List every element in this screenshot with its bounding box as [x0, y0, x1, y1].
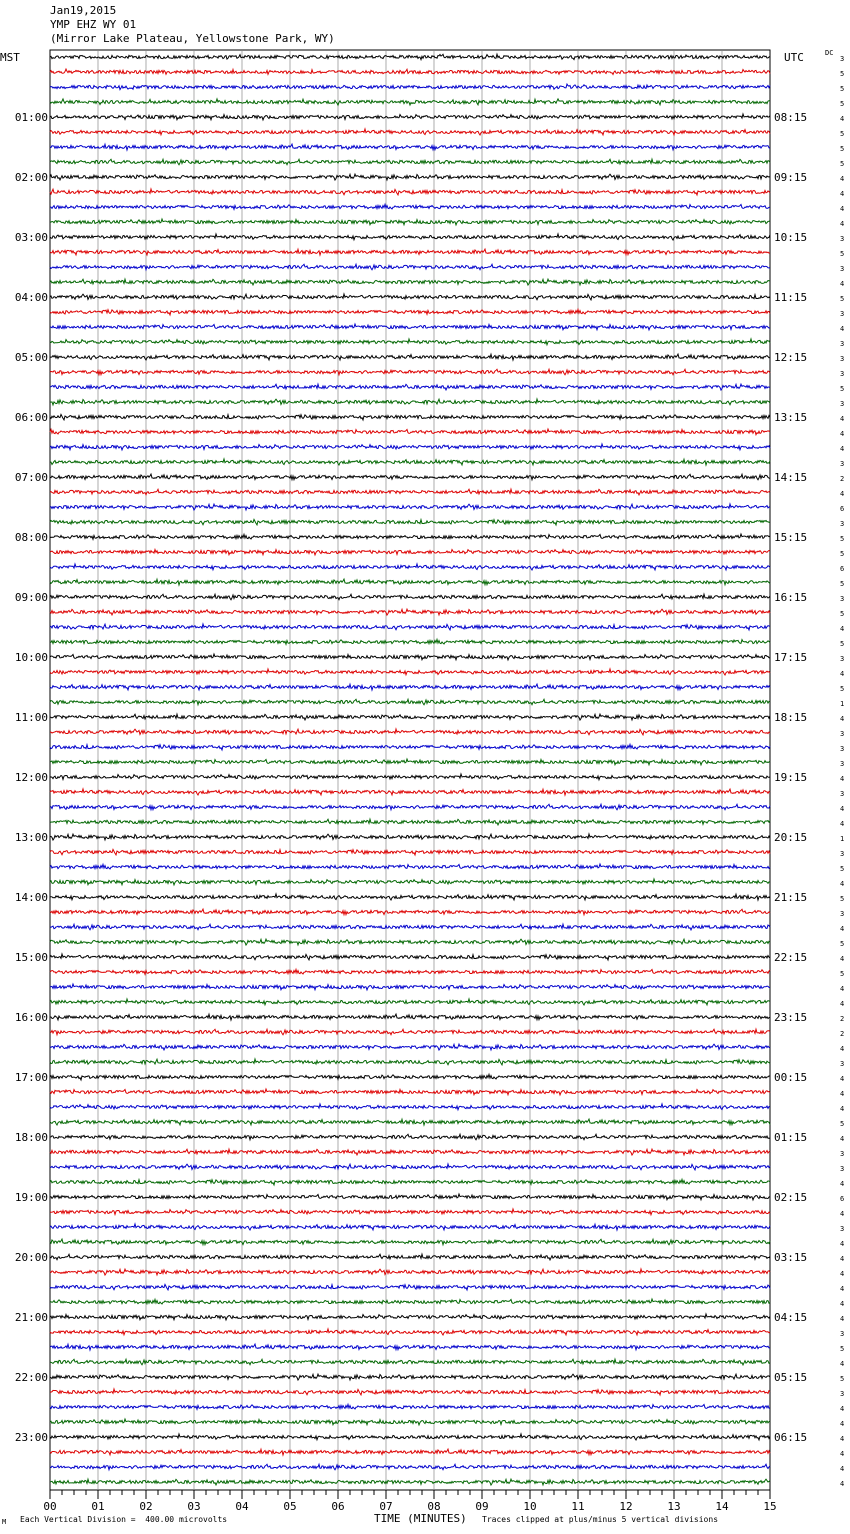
seismic-trace — [50, 714, 770, 720]
left-zone-label: MST — [0, 51, 20, 64]
right-hour-label: 14:15 — [774, 471, 808, 484]
right-hour-label: 02:15 — [774, 1191, 808, 1204]
seismic-trace — [50, 1404, 770, 1409]
seismic-trace — [50, 114, 770, 120]
dc-offset-value: 4 — [840, 1285, 845, 1293]
right-hour-label: 17:15 — [774, 651, 808, 664]
clip-note: Traces clipped at plus/minus 5 vertical divisions — [482, 1515, 719, 1524]
dc-offset-value: 5 — [840, 940, 845, 948]
seismic-trace — [50, 894, 770, 900]
x-axis-title: TIME (MINUTES) — [374, 1512, 467, 1525]
seismic-trace — [50, 369, 770, 375]
dc-offset-value: 4 — [840, 1090, 845, 1098]
seismic-trace — [50, 1194, 770, 1200]
dc-offset-value: 4 — [840, 955, 845, 963]
dc-offset-value: 4 — [840, 490, 845, 498]
seismic-trace — [50, 129, 770, 135]
seismic-trace — [50, 999, 770, 1005]
seismic-trace — [50, 1329, 770, 1335]
seismic-trace — [50, 1074, 770, 1080]
right-hour-label: 15:15 — [774, 531, 808, 544]
left-hour-label: 15:00 — [14, 951, 48, 964]
dc-offset-value: 3 — [840, 55, 845, 63]
seismic-trace — [50, 624, 770, 630]
left-hour-label: 21:00 — [14, 1311, 48, 1324]
seismic-trace — [50, 564, 770, 570]
seismic-trace — [50, 774, 770, 780]
right-hour-label: 13:15 — [774, 411, 808, 424]
dc-offset-value: 4 — [840, 430, 845, 438]
seismic-trace — [50, 429, 770, 435]
seismic-trace — [50, 54, 770, 59]
dc-offset-value: 3 — [840, 760, 845, 768]
left-hour-label: 18:00 — [14, 1131, 48, 1144]
dc-offset-value: 5 — [840, 85, 845, 93]
left-hour-label: 16:00 — [14, 1011, 48, 1024]
seismic-trace — [50, 1344, 770, 1350]
left-hour-label: 03:00 — [14, 231, 48, 244]
seismic-trace — [50, 519, 770, 525]
seismic-trace — [50, 834, 770, 840]
dc-offset-value: 5 — [840, 145, 845, 153]
seismic-trace — [50, 99, 770, 105]
seismic-trace — [50, 489, 770, 495]
dc-offset-value: 4 — [840, 985, 845, 993]
left-hour-label: 10:00 — [14, 651, 48, 664]
x-tick-label: 04 — [235, 1500, 249, 1513]
dc-offset-value: 6 — [840, 505, 845, 513]
right-hour-label: 16:15 — [774, 591, 808, 604]
dc-offset-value: 2 — [840, 475, 845, 483]
dc-offset-value: 4 — [840, 1075, 845, 1083]
x-tick-label: 02 — [139, 1500, 153, 1513]
right-hour-label: 05:15 — [774, 1371, 808, 1384]
dc-offset-value: 5 — [840, 1120, 845, 1128]
left-hour-label: 20:00 — [14, 1251, 48, 1264]
seismic-trace — [50, 879, 770, 885]
seismic-trace — [50, 819, 770, 825]
left-hour-label: 11:00 — [14, 711, 48, 724]
dc-offset-value: 5 — [840, 70, 845, 78]
dc-offset-value: 5 — [840, 895, 845, 903]
seismic-trace — [50, 1464, 770, 1470]
seismic-trace — [50, 579, 770, 585]
dc-offset-value: 4 — [840, 1465, 845, 1473]
right-hour-label: 04:15 — [774, 1311, 808, 1324]
right-hour-label: 18:15 — [774, 711, 808, 724]
dc-offset-value: 4 — [840, 925, 845, 933]
dc-offset-value: 2 — [840, 1030, 845, 1038]
seismic-trace — [50, 669, 770, 675]
left-hour-label: 14:00 — [14, 891, 48, 904]
left-hour-label: 19:00 — [14, 1191, 48, 1204]
dc-offset-value: 3 — [840, 655, 845, 663]
dc-offset-value: 5 — [840, 535, 845, 543]
x-tick-label: 10 — [523, 1500, 537, 1513]
dc-offset-value: 4 — [840, 1300, 845, 1308]
dc-offset-value: 3 — [840, 265, 845, 273]
x-tick-label: 01 — [91, 1500, 105, 1513]
chart-location: (Mirror Lake Plateau, Yellowstone Park, WY) — [50, 32, 335, 45]
dc-offset-value: 4 — [840, 175, 845, 183]
seismic-trace — [50, 1434, 770, 1440]
seismic-trace — [50, 1269, 770, 1275]
seismic-trace — [50, 1149, 770, 1155]
seismic-trace — [50, 1254, 770, 1260]
left-hour-label: 01:00 — [14, 111, 48, 124]
dc-offset-value: 5 — [840, 580, 845, 588]
dc-offset-value: 3 — [840, 1390, 845, 1398]
left-hour-label: 23:00 — [14, 1431, 48, 1444]
dc-offset-value: 3 — [840, 1150, 845, 1158]
dc-offset-value: 3 — [840, 745, 845, 753]
dc-offset-value: 2 — [840, 1015, 845, 1023]
dc-offset-value: 3 — [840, 1060, 845, 1068]
left-hour-label: 09:00 — [14, 591, 48, 604]
right-hour-label: 21:15 — [774, 891, 808, 904]
seismic-trace — [50, 534, 770, 539]
seismic-trace — [50, 1419, 770, 1425]
seismic-trace — [50, 759, 770, 765]
dc-offset-value: 3 — [840, 235, 845, 243]
seismic-trace — [50, 474, 770, 480]
seismic-trace — [50, 550, 770, 555]
dc-offset-value: 4 — [840, 880, 845, 888]
x-tick-label: 08 — [427, 1500, 441, 1513]
dc-offset-value: 3 — [840, 520, 845, 528]
seismic-trace — [50, 219, 770, 225]
seismic-trace — [50, 1374, 770, 1380]
dc-offset-value: 5 — [840, 1375, 845, 1383]
dc-offset-value: 4 — [840, 1315, 845, 1323]
left-hour-label: 06:00 — [14, 411, 48, 424]
seismic-trace — [50, 849, 770, 855]
left-hour-label: 02:00 — [14, 171, 48, 184]
dc-offset-value: 4 — [840, 220, 845, 228]
right-hour-label: 22:15 — [774, 951, 808, 964]
dc-offset-value: 6 — [840, 1195, 845, 1203]
dc-offset-value: 5 — [840, 250, 845, 258]
seismic-trace — [50, 789, 770, 795]
chart-station: YMP EHZ WY 01 — [50, 18, 137, 31]
dc-offset-value: 3 — [840, 1165, 845, 1173]
dc-offset-value: 4 — [840, 715, 845, 723]
dc-offset-value: 4 — [840, 820, 845, 828]
seismic-trace — [50, 174, 770, 180]
x-tick-label: 07 — [379, 1500, 393, 1513]
right-hour-label: 01:15 — [774, 1131, 808, 1144]
dc-offset-value: 4 — [840, 1405, 845, 1413]
seismic-trace — [50, 1134, 770, 1140]
seismic-trace — [50, 1224, 770, 1230]
seismic-trace — [50, 1014, 770, 1020]
dc-offset-value: 3 — [840, 595, 845, 603]
seismic-trace — [50, 594, 770, 600]
dc-offset-value: 5 — [840, 295, 845, 303]
seismic-trace — [50, 384, 770, 390]
dc-offset-value: 4 — [840, 115, 845, 123]
seismic-trace — [50, 339, 770, 345]
seismic-trace — [50, 1089, 770, 1095]
x-tick-label: 12 — [619, 1500, 633, 1513]
left-hour-label: 07:00 — [14, 471, 48, 484]
seismic-trace — [50, 1449, 770, 1455]
seismic-trace — [50, 1299, 770, 1304]
seismic-trace — [50, 204, 770, 209]
dc-offset-value: 3 — [840, 400, 845, 408]
seismic-trace — [50, 1059, 770, 1065]
seismic-trace — [50, 1029, 770, 1035]
seismic-trace — [50, 279, 770, 285]
right-zone-label: UTC — [784, 51, 804, 64]
dc-offset-value: 3 — [840, 850, 845, 858]
seismic-trace — [50, 1044, 770, 1050]
seismic-trace — [50, 249, 770, 255]
right-hour-label: 11:15 — [774, 291, 808, 304]
seismic-trace — [50, 609, 770, 615]
seismic-trace — [50, 1479, 770, 1485]
dc-offset-value: 4 — [840, 775, 845, 783]
dc-offset-value: 3 — [840, 310, 845, 318]
dc-offset-value: 3 — [840, 340, 845, 348]
seismic-trace — [50, 969, 770, 974]
left-hour-label: 22:00 — [14, 1371, 48, 1384]
dc-offset-value: 4 — [840, 1255, 845, 1263]
seismic-trace — [50, 459, 770, 465]
seismic-trace — [50, 684, 770, 690]
left-hour-label: 17:00 — [14, 1071, 48, 1084]
seismic-trace — [50, 654, 770, 660]
seismic-trace — [50, 189, 770, 195]
seismic-trace — [50, 84, 770, 90]
dc-offset-value: 5 — [840, 130, 845, 138]
dc-offset-value: 4 — [840, 1210, 845, 1218]
seismic-trace — [50, 399, 770, 405]
dc-offset-value: 5 — [840, 610, 845, 618]
dc-offset-value: 1 — [840, 700, 845, 708]
x-tick-label: 14 — [715, 1500, 729, 1513]
dc-offset-value: 3 — [840, 355, 845, 363]
seismic-trace — [50, 939, 770, 945]
seismic-trace — [50, 309, 770, 315]
right-hour-label: 10:15 — [774, 231, 808, 244]
right-hour-label: 08:15 — [774, 111, 808, 124]
dc-offset-value: 4 — [840, 670, 845, 678]
left-hour-label: 05:00 — [14, 351, 48, 364]
right-hour-label: 00:15 — [774, 1071, 808, 1084]
chart-date: Jan19,2015 — [50, 4, 117, 17]
seismic-trace — [50, 909, 770, 915]
x-tick-label: 03 — [187, 1500, 201, 1513]
dc-offset-value: 4 — [840, 205, 845, 213]
dc-offset-value: 5 — [840, 640, 845, 648]
dc-offset-value: 5 — [840, 550, 845, 558]
seismic-trace — [50, 264, 770, 270]
seismic-trace — [50, 504, 770, 510]
dc-offset-value: 5 — [840, 160, 845, 168]
right-hour-label: 06:15 — [774, 1431, 808, 1444]
right-hour-label: 23:15 — [774, 1011, 808, 1024]
dc-offset-value: 5 — [840, 865, 845, 873]
seismic-trace — [50, 144, 770, 150]
dc-offset-value: 4 — [840, 625, 845, 633]
x-tick-label: 06 — [331, 1500, 345, 1513]
right-hour-label: 09:15 — [774, 171, 808, 184]
dc-offset-value: 4 — [840, 1180, 845, 1188]
x-tick-label: 13 — [667, 1500, 681, 1513]
dc-offset-value: 4 — [840, 1000, 845, 1008]
seismic-trace — [50, 444, 770, 450]
seismic-trace — [50, 699, 770, 705]
dc-offset-value: 5 — [840, 1345, 845, 1353]
left-hour-label: 04:00 — [14, 291, 48, 304]
seismic-trace — [50, 864, 770, 869]
x-tick-label: 00 — [43, 1500, 57, 1513]
seismic-trace — [50, 984, 770, 990]
dc-offset-value: 4 — [840, 1270, 845, 1278]
seismic-trace — [50, 639, 770, 644]
x-tick-label: 09 — [475, 1500, 489, 1513]
dc-offset-value: 3 — [840, 1225, 845, 1233]
dc-offset-value: 3 — [840, 730, 845, 738]
dc-offset-value: 4 — [840, 415, 845, 423]
seismic-trace — [50, 1314, 770, 1320]
corner-mark: M — [2, 1518, 7, 1526]
left-hour-label: 08:00 — [14, 531, 48, 544]
seismic-trace — [50, 294, 770, 300]
dc-offset-value: 4 — [840, 1135, 845, 1143]
x-tick-label: 05 — [283, 1500, 297, 1513]
right-hour-label: 19:15 — [774, 771, 808, 784]
dc-offset-value: 5 — [840, 970, 845, 978]
seismic-trace — [50, 414, 770, 420]
dc-offset-value: 5 — [840, 100, 845, 108]
dc-offset-value: 5 — [840, 385, 845, 393]
seismic-trace — [50, 159, 770, 165]
dc-offset-value: 4 — [840, 1480, 845, 1488]
seismic-trace — [50, 1284, 770, 1290]
seismic-trace — [50, 1164, 770, 1170]
seismic-trace — [50, 324, 770, 330]
dc-offset-value: 4 — [840, 325, 845, 333]
dc-offset-value: 1 — [840, 835, 845, 843]
dc-offset-value: 5 — [840, 685, 845, 693]
seismic-trace — [50, 354, 770, 360]
dc-offset-value: 4 — [840, 1450, 845, 1458]
seismic-trace — [50, 954, 770, 960]
vertical-division-note: Each Vertical Division = 400.00 microvolts — [20, 1515, 228, 1524]
seismic-trace — [50, 924, 770, 930]
dc-offset-value: 4 — [840, 1360, 845, 1368]
seismic-trace — [50, 1104, 770, 1110]
dc-offset-value: 3 — [840, 1330, 845, 1338]
seismic-trace — [50, 69, 770, 75]
seismic-trace — [50, 729, 770, 735]
dc-offset-value: 3 — [840, 370, 845, 378]
dc-offset-value: 3 — [840, 910, 845, 918]
seismic-trace — [50, 744, 770, 750]
dc-offset-value: 4 — [840, 1420, 845, 1428]
x-tick-label: 11 — [571, 1500, 585, 1513]
dc-offset-value: 4 — [840, 805, 845, 813]
dc-offset-value: 3 — [840, 460, 845, 468]
dc-offset-value: 4 — [840, 1045, 845, 1053]
x-tick-label: 15 — [763, 1500, 777, 1513]
right-hour-label: 20:15 — [774, 831, 808, 844]
dc-offset-value: 4 — [840, 1240, 845, 1248]
dc-offset-value: 4 — [840, 280, 845, 288]
seismic-trace — [50, 1179, 770, 1185]
right-hour-label: 12:15 — [774, 351, 808, 364]
seismic-trace — [50, 1389, 770, 1395]
dc-label: DC — [825, 49, 834, 57]
dc-offset-value: 6 — [840, 565, 845, 573]
dc-offset-value: 4 — [840, 190, 845, 198]
seismic-trace — [50, 804, 770, 810]
dc-offset-value: 3 — [840, 790, 845, 798]
left-hour-label: 12:00 — [14, 771, 48, 784]
dc-offset-value: 4 — [840, 1435, 845, 1443]
dc-offset-value: 4 — [840, 1105, 845, 1113]
seismic-trace — [50, 1239, 770, 1245]
left-hour-label: 13:00 — [14, 831, 48, 844]
dc-offset-value: 4 — [840, 445, 845, 453]
seismic-trace — [50, 234, 770, 240]
seismic-trace — [50, 1119, 770, 1125]
seismic-trace — [50, 1209, 770, 1215]
right-hour-label: 03:15 — [774, 1251, 808, 1264]
seismic-trace — [50, 1359, 770, 1365]
